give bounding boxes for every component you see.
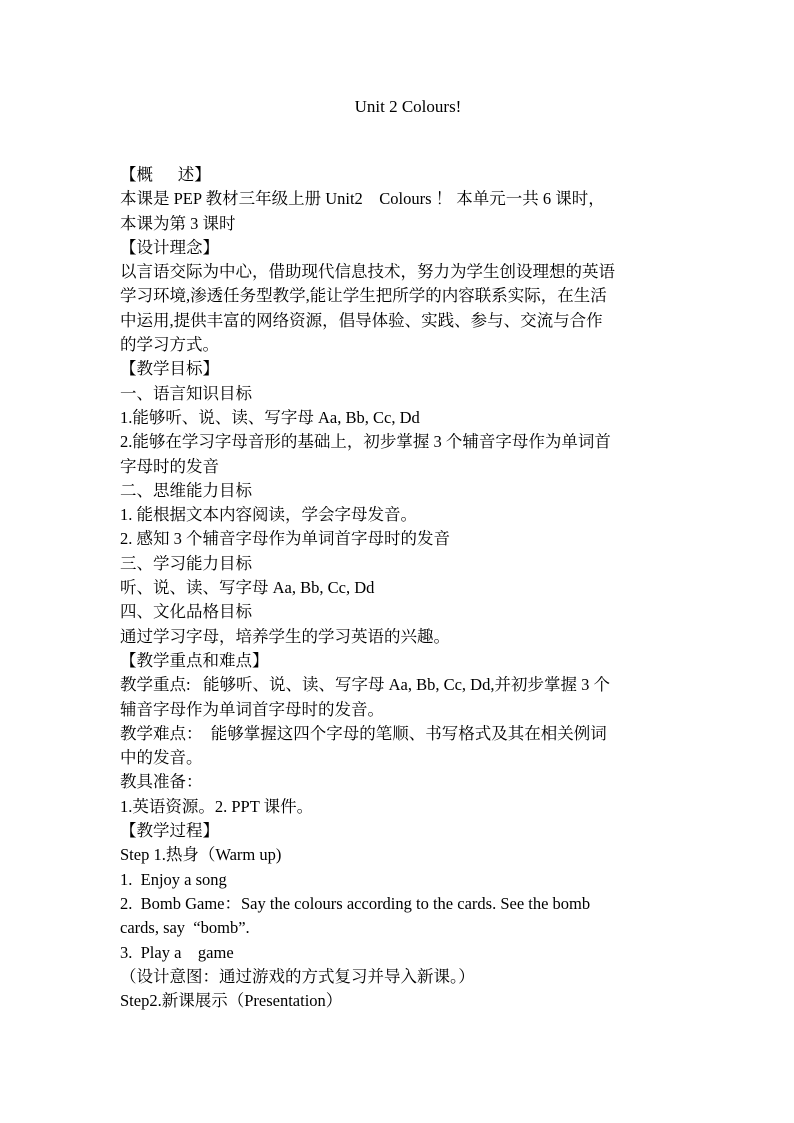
list-item: 3. Play a game [120, 942, 234, 962]
step-heading: Step 1.热身（Warm up) [120, 845, 282, 865]
step-heading: Step2.新课展示（Presentation） [120, 991, 343, 1011]
section-heading-design-concept: 【设计理念】 [120, 237, 219, 257]
document-body [120, 163, 680, 1013]
section-heading-teaching-goals: 【教学目标】 [120, 359, 219, 379]
paragraph-line: 的学习方式。 [120, 335, 219, 355]
paragraph-line: 听、说、读、写字母 Aa, Bb, Cc, Dd [120, 578, 375, 598]
list-item: cards, say “bomb”. [120, 918, 250, 938]
paragraph-line: 中运用,提供丰富的网络资源，倡导体验、实践、参与、交流与合作 [120, 310, 603, 330]
paragraph-line: 教学重点: 能够听、说、读、写字母 Aa, Bb, Cc, Dd,并初步掌握 3 个 [120, 675, 610, 695]
list-item: 2. Bomb Game：Say the colours according to the cards. See the bomb [120, 893, 591, 913]
list-item: 字母时的发音 [120, 456, 219, 476]
document-title [0, 97, 760, 117]
list-item: 2. 感知 3 个辅音字母作为单词首字母时的发音 [120, 529, 450, 549]
paragraph-line: 本课是 PEP 教材三年级上册 Unit2 Colours ！ 本单元一共 6 课时， [120, 189, 605, 209]
subheading-learning-ability: 三、学习能力目标 [120, 553, 252, 573]
paragraph-line: 本课为第 3 课时 [120, 213, 236, 233]
paragraph-line: 通过学习字母，培养学生的学习英语的兴趣。 [120, 626, 450, 646]
teaching-aids-label: 教具准备： [120, 772, 203, 792]
subheading-thinking-ability: 二、思维能力目标 [120, 480, 252, 500]
title-text: Unit 2 Colours! [354, 97, 462, 116]
paragraph-line: 以言语交际为中心，借助现代信息技术，努力为学生创设理想的英语 [120, 262, 615, 282]
design-intent-note: （设计意图：通过游戏的方式复习并导入新课。） [120, 966, 475, 986]
paragraph-line: 中的发音。 [120, 748, 203, 768]
paragraph-line: 学习环境,渗透任务型教学,能让学生把所学的内容联系实际，在生活 [120, 286, 607, 306]
list-item: 2.能够在学习字母音形的基础上，初步掌握 3 个辅音字母作为单词首 [120, 432, 611, 452]
list-item: 1. Enjoy a song [120, 869, 227, 889]
subheading-language-knowledge: 一、语言知识目标 [120, 383, 252, 403]
subheading-cultural-character: 四、文化品格目标 [120, 602, 252, 622]
paragraph-line: 1.英语资源。2. PPT 课件。 [120, 796, 314, 816]
section-heading-teaching-process: 【教学过程】 [120, 821, 219, 841]
section-heading-key-difficult-points: 【教学重点和难点】 [120, 650, 269, 670]
section-heading-overview: 【概 述】 [120, 165, 211, 184]
list-item: 1.能够听、说、读、写字母 Aa, Bb, Cc, Dd [120, 407, 420, 427]
list-item: 1. 能根据文本内容阅读，学会字母发音。 [120, 505, 417, 525]
paragraph-line: 辅音字母作为单词首字母时的发音。 [120, 699, 384, 719]
paragraph-line: 教学难点： 能够掌握这四个字母的笔顺、书写格式及其在相关例词 [120, 723, 607, 743]
